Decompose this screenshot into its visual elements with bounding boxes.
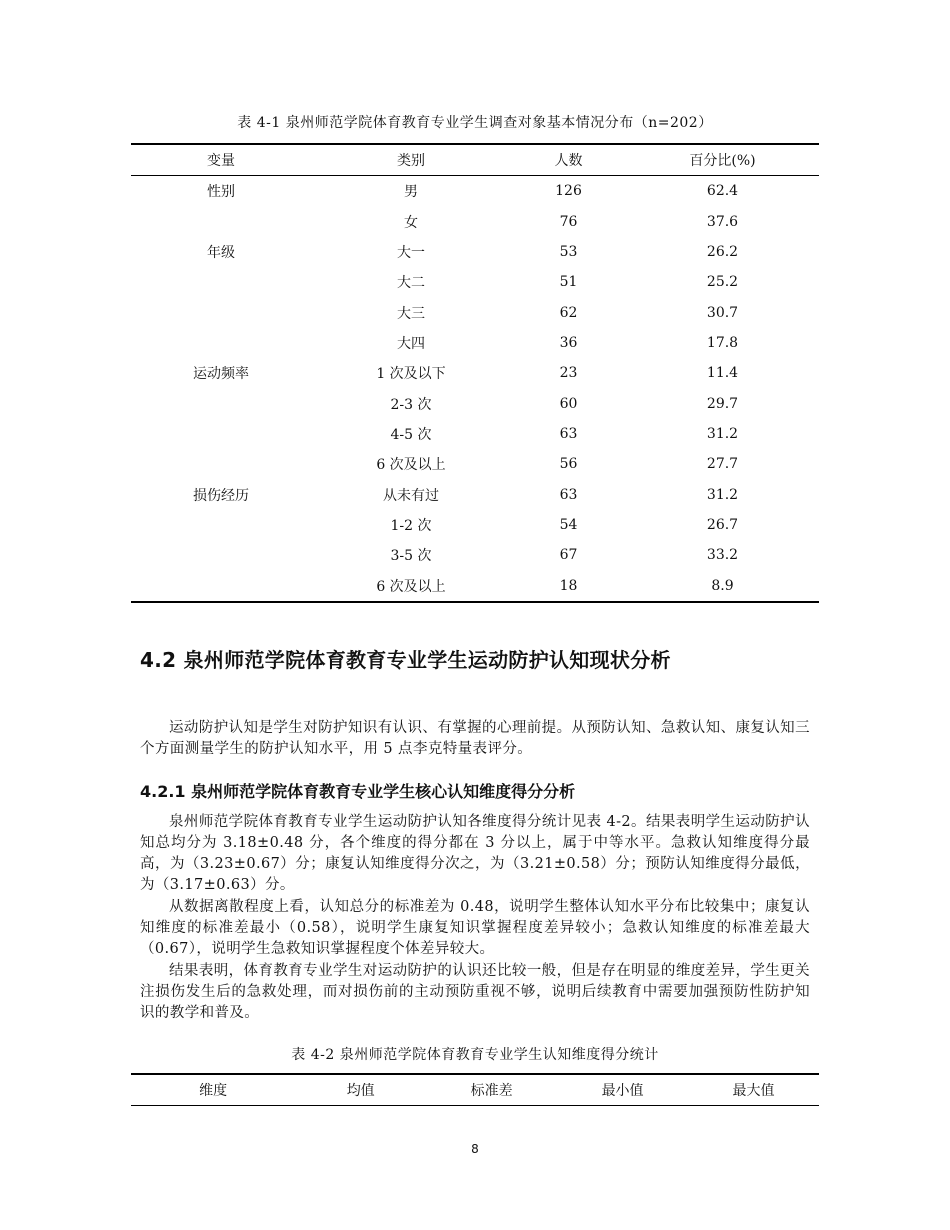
table-cell: 33.2 [706, 547, 739, 564]
table-cell: 3-5 次 [390, 548, 432, 565]
table-cell: 4-5 次 [390, 426, 432, 443]
table-cell: 大一 [397, 244, 425, 261]
table-cell [131, 540, 311, 570]
table-cell [131, 267, 311, 297]
table1-header-row [131, 144, 819, 176]
table2-header-cell: 均值 [346, 1083, 375, 1099]
table-cell: 男 [404, 184, 418, 201]
table-cell: 大四 [397, 335, 425, 352]
table-cell [131, 510, 311, 540]
table-cell: 女 [404, 214, 418, 231]
table-cell [131, 388, 311, 418]
table-cell: 2-3 次 [390, 396, 432, 413]
table-cell [131, 297, 311, 327]
table-cell: 62 [559, 304, 578, 321]
table-cell: 62.4 [706, 183, 739, 200]
table-cell: 损伤经历 [193, 487, 249, 504]
table-cell: 23 [559, 365, 578, 382]
table1-header-cell: 变量 [131, 144, 311, 176]
table-cell: 63 [559, 486, 578, 503]
table-row [131, 358, 819, 388]
table-row [131, 267, 819, 297]
table-cell: 36 [559, 334, 578, 351]
table1-header-cell: 百分比(%) [626, 144, 819, 176]
table-cell: 51 [559, 274, 578, 291]
table-row [131, 449, 819, 479]
table-cell: 30.7 [706, 304, 739, 321]
table-row [131, 479, 819, 509]
table-cell: 29.7 [706, 395, 739, 412]
table2-caption: 表 4-2 泉州师范学院体育教育专业学生认知维度得分统计 [291, 1047, 659, 1063]
table-cell: 从未有过 [383, 487, 439, 504]
table-row [131, 206, 819, 236]
table-cell [131, 449, 311, 479]
table-cell: 25.2 [706, 274, 739, 291]
table-cell: 26.7 [706, 516, 739, 533]
table-cell: 运动频率 [193, 366, 249, 383]
table-cell: 17.8 [706, 334, 739, 351]
table2-header-cell: 标准差 [470, 1083, 513, 1099]
table-cell: 60 [559, 395, 578, 412]
table-row [131, 510, 819, 540]
table-row [131, 328, 819, 358]
table-cell: 54 [559, 516, 578, 533]
table-cell: 8.9 [711, 577, 734, 594]
table2-header-cell: 最小值 [601, 1083, 644, 1099]
paragraph: 结果表明，体育教育专业学生对运动防护的认识还比较一般，但是存在明显的维度差异，学生更关注损伤发生后的急救处理，而对损伤前的主动预防重视不够，说明后续教育中需要加强预防性防护知识的教学和普及。 [140, 963, 810, 1021]
table-basic-info [131, 143, 819, 603]
table-row [131, 237, 819, 267]
table-cell: 6 次及以上 [376, 457, 446, 474]
section-4-2-intro: 运动防护认知是学生对防护知识有认识、有掌握的心理前提。从预防认知、急救认知、康复认知三个方面测量学生的防护认知水平，用 5 点李克特量表评分。 [140, 720, 810, 757]
table-cell: 76 [559, 213, 578, 230]
table-cell: 18 [559, 577, 578, 594]
paragraph: 泉州师范学院体育教育专业学生运动防护认知各维度得分统计见表 4-2。结果表明学生运动防护认知总均分为 3.18±0.48 分，各个维度的得分都在 3 分以上，属于中等水平。急救认知维度得分最高，为（3.23±0.67）分；康复认知维度得分次之，为（3.21±0.58）分；预防认知维度得分最低，为（3.17±0.63）分。 [140, 814, 810, 893]
table-row [131, 176, 819, 207]
section-heading-4-2-1: 4.2.1 泉州师范学院体育教育专业学生核心认知维度得分分析 [140, 782, 576, 801]
paragraph: 从数据离散程度上看，认知总分的标准差为 0.48，说明学生整体认知水平分布比较集中；康复认知维度的标准差最小（0.58），说明学生康复知识掌握程度差异较小；急救认知维度的标准差最大（0.67），说明学生急救知识掌握程度个体差异较大。 [140, 899, 810, 957]
table-cell: 67 [559, 547, 578, 564]
table-row [131, 540, 819, 570]
page-number: 8 [471, 1142, 479, 1156]
table-cell: 63 [559, 425, 578, 442]
table-cell [131, 570, 311, 601]
table-cell: 1-2 次 [390, 517, 432, 534]
table-cell [131, 328, 311, 358]
table1-header-cell: 类别 [311, 144, 511, 176]
table-cell: 1 次及以下 [376, 366, 446, 383]
table-cell: 大二 [397, 275, 425, 292]
table-row [131, 570, 819, 601]
table-cell: 11.4 [706, 365, 739, 382]
table-cell: 年级 [207, 244, 235, 261]
table-cell: 6 次及以上 [376, 578, 446, 595]
section-heading-4-2: 4.2 泉州师范学院体育教育专业学生运动防护认知现状分析 [140, 648, 671, 672]
table-cell: 56 [559, 456, 578, 473]
table-cell: 性别 [207, 184, 235, 201]
table-cell: 31.2 [706, 425, 739, 442]
table-cell [131, 419, 311, 449]
table2-header-cell: 最大值 [732, 1083, 775, 1099]
table-cell: 37.6 [706, 213, 739, 230]
table-cell: 31.2 [706, 486, 739, 503]
table-cell: 大三 [397, 305, 425, 322]
table2-header-row [131, 1074, 819, 1106]
table-cell: 126 [555, 183, 582, 200]
table-cognition-scores [131, 1073, 819, 1106]
table1-body [131, 176, 819, 602]
table2-header-cell: 维度 [199, 1083, 228, 1099]
table-cell: 27.7 [706, 456, 739, 473]
table-cell: 53 [559, 243, 578, 260]
table-row [131, 419, 819, 449]
table-cell: 26.2 [706, 243, 739, 260]
table-row [131, 297, 819, 327]
table1-caption: 表 4-1 泉州师范学院体育教育专业学生调查对象基本情况分布（n=202） [237, 115, 713, 131]
table1-header-cell: 人数 [511, 144, 626, 176]
table-row [131, 388, 819, 418]
table-cell [131, 206, 311, 236]
